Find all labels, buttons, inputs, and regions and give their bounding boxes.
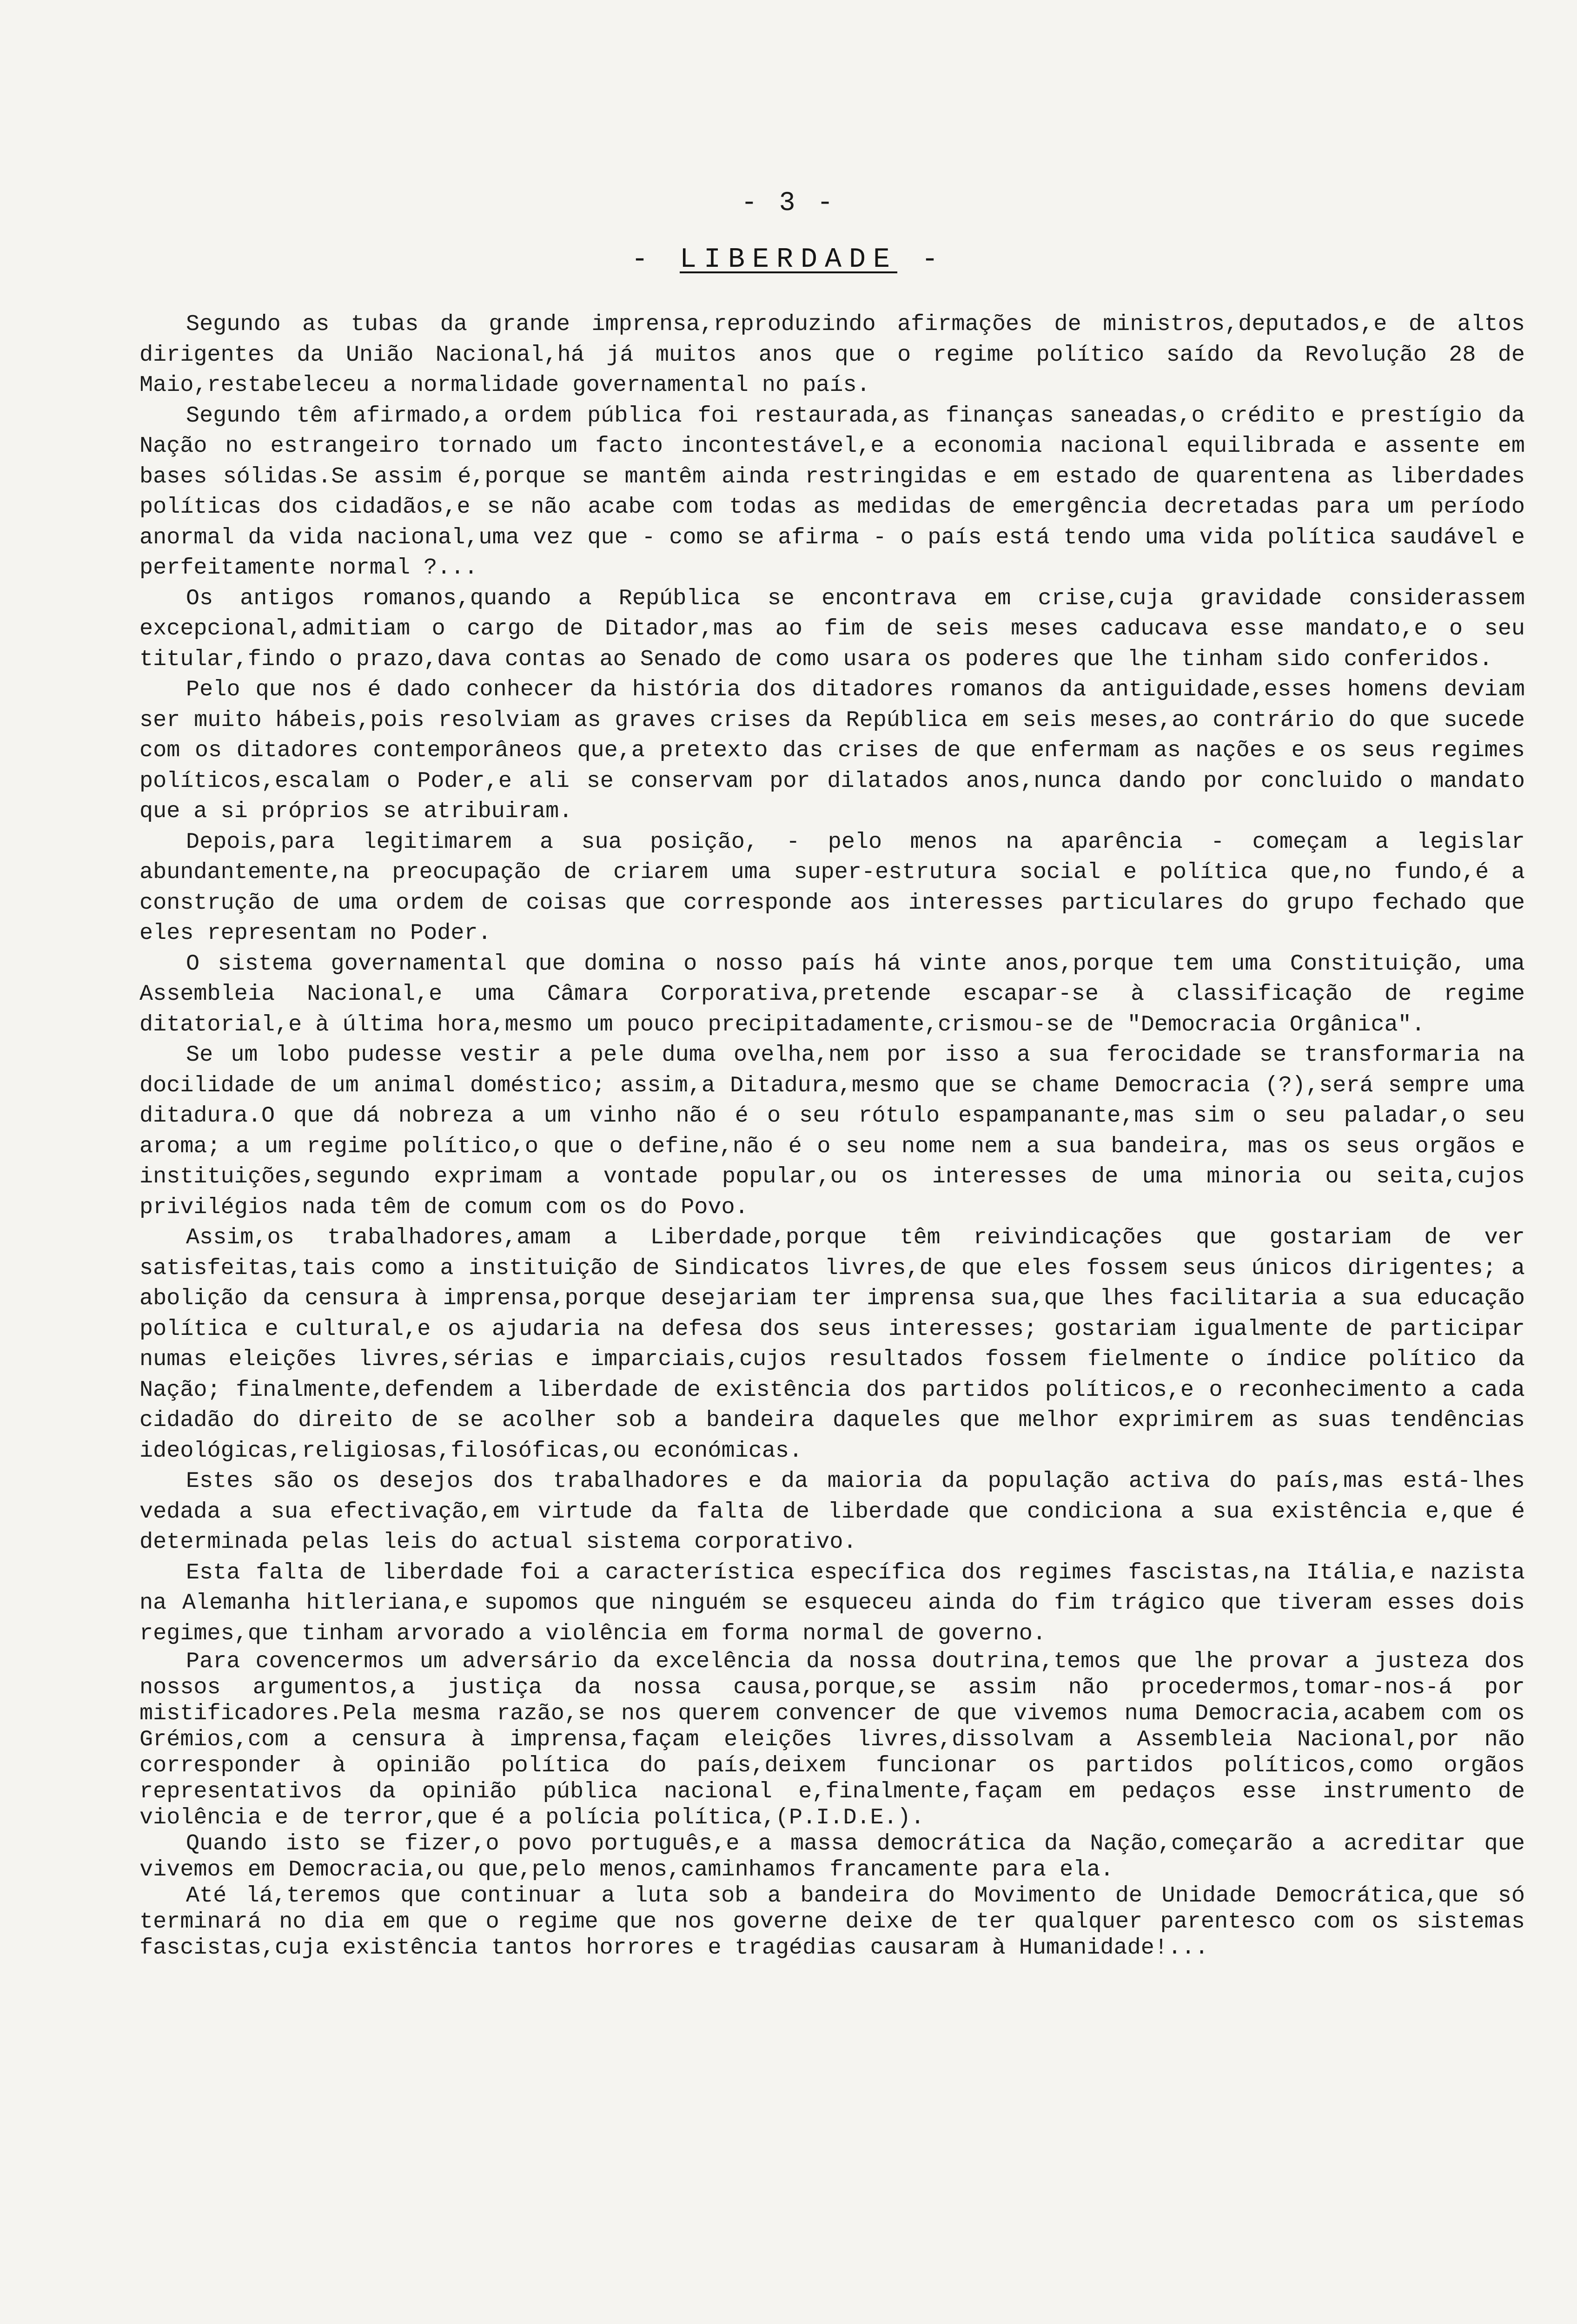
- page-title: [0, 244, 1577, 276]
- paragraph: Os antigos romanos,quando a República se encontrava em crise,cuja gravidade considerassem excepcional,admitiam o cargo de Ditador,mas ao fim de seis meses caducava esse mandato,e o seu titular,findo o prazo,dava contas ao Senado de como usara os poderes que lhe tinham sido conferidos.: [139, 585, 1525, 672]
- paragraph: Esta falta de liberdade foi a característica específica dos regimes fascistas,na Itália,e nazista na Alemanha hitleriana,e supomos que ninguém se esqueceu ainda do fim trágico que tiveram esses dois regimes,que tinham arvorado a violência em forma normal de governo.: [139, 1559, 1525, 1646]
- page-number: - 3 -: [741, 188, 836, 218]
- paragraph: Até lá,teremos que continuar a luta sob a bandeira do Movimento de Unidade Democrática,que só terminará no dia em que o regime que nos governe deixe de ter qualquer parentesco com os sistemas fascistas,cuja existência tantos horrores e tragédias causaram à Humanidade!...: [139, 1883, 1525, 1961]
- title-text: LIBERDADE: [679, 244, 898, 276]
- article-body: [139, 309, 1525, 1961]
- paragraph: Estes são os desejos dos trabalhadores e da maioria da população activa do país,mas está-lhes vedada a sua efectivação,em virtude da falta de liberdade que condiciona a sua existência e,que é determinada pelas leis do actual sistema corporativo.: [139, 1468, 1525, 1555]
- paragraph: Segundo têm afirmado,a ordem pública foi restaurada,as finanças saneadas,o crédito e prestígio da Nação no estrangeiro tornado um facto incontestável,e a economia nacional equilibrada e assente em bases sólidas.Se assim é,porque se mantêm ainda restringidas e em estado de quarentena as liberdades políticas dos cidadãos,e se não acabe com todas as medidas de emergência decretadas para um período anormal da vida nacional,uma vez que - como se afirma - o país está tendo uma vida política saudável e perfeitamente normal ?...: [139, 403, 1525, 581]
- paragraph: O sistema governamental que domina o nosso país há vinte anos,porque tem uma Constituição, uma Assembleia Nacional,e uma Câmara Corporativa,pretende escapar-se à classificação de regime ditatorial,e à última hora,mesmo um pouco precipitadamente,crismou-se de "Democracia Orgânica".: [139, 951, 1525, 1037]
- paragraph: Pelo que nos é dado conhecer da história dos ditadores romanos da antiguidade,esses homens deviam ser muito hábeis,pois resolviam as graves crises da República em seis meses,ao contrário do que sucede com os ditadores contemporâneos que,a pretexto das crises de que enfermam as nações e os seus regimes políticos,escalam o Poder,e ali se conservam por dilatados anos,nunca dando por concluido o mandato que a si próprios se atribuiram.: [139, 677, 1525, 824]
- paragraph: Depois,para legitimarem a sua posição, - pelo menos na aparência - começam a legislar abundantemente,na preocupação de criarem uma super-estrutura social e política que,no fundo,é a construção de uma ordem de coisas que corresponde aos interesses particulares do grupo fechado que eles representam no Poder.: [139, 829, 1525, 946]
- paragraph: Segundo as tubas da grande imprensa,reproduzindo afirmações de ministros,deputados,e de altos dirigentes da União Nacional,há já muitos anos que o regime político saído da Revolução 28 de Maio,restabeleceu a normalidade governamental no país.: [139, 311, 1525, 398]
- paragraph: Quando isto se fizer,o povo português,e a massa democrática da Nação,começarão a acreditar que vivemos em Democracia,ou que,pelo menos,caminhamos francamente para ela.: [139, 1831, 1525, 1882]
- title-dash-right: -: [897, 244, 946, 276]
- paragraph: Assim,os trabalhadores,amam a Liberdade,porque têm reivindicações que gostariam de ver satisfeitas,tais como a instituição de Sindicatos livres,de que eles fossem seus únicos dirigentes; a abolição da censura à imprensa,porque desejariam ter imprensa sua,que lhes facilitaria a sua educação política e cultural,e os ajudaria na defesa dos seus interesses; gostariam igualmente de participar numas eleições livres,sérias e imparciais,cujos resultados fossem fielmente o índice político da Nação; finalmente,defendem a liberdade de existência dos partidos políticos,e o reconhecimento a cada cidadão do direito de se acolher sob a bandeira daqueles que melhor exprimirem as suas tendências ideológicas,religiosas,filosóficas,ou económicas.: [139, 1225, 1525, 1464]
- paragraph: Se um lobo pudesse vestir a pele duma ovelha,nem por isso a sua ferocidade se transformaria na docilidade de um animal doméstico; assim,a Ditadura,mesmo que se chame Democracia (?),será sempre uma ditadura.O que dá nobreza a um vinho não é o seu rótulo espampanante,mas sim o seu paladar,o seu aroma; a um regime político,o que o define,não é o seu nome nem a sua bandeira, mas os seus orgãos e instituições,segundo exprimam a vontade popular,ou os interesses de uma minoria ou seita,cujos privilégios nada têm de comum com os do Povo.: [139, 1042, 1525, 1220]
- title-dash-left: -: [631, 244, 680, 276]
- paragraph: Para covencermos um adversário da excelência da nossa doutrina,temos que lhe provar a justeza dos nossos argumentos,a justiça da nossa causa,porque,se assim não procedermos,tomar-nos-á por mistificadores.Pela mesma razão,se nos querem convencer de que vivemos numa Democracia,acabem com os Grémios,com a censura à imprensa,façam eleições livres,dissolvam a Assembleia Nacional,por não corresponder à opinião política do país,deixem funcionar os partidos políticos,como orgãos representativos da opinião pública nacional e,finalmente,façam em pedaços esse instrumento de violência e de terror,que é a polícia política,(P.I.D.E.).: [139, 1649, 1525, 1830]
